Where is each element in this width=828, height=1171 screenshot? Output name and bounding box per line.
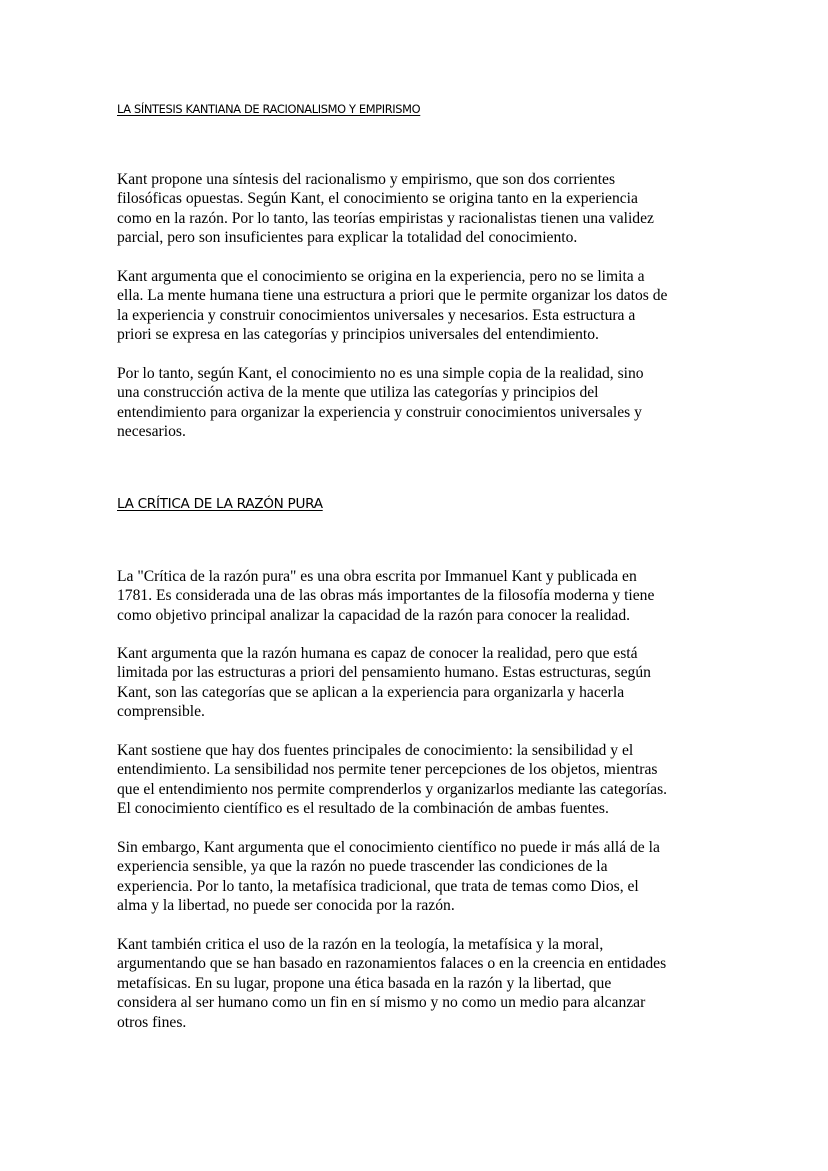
text-line: argumentando que se han basado en razonamientos falaces o en la creencia en entidades	[117, 955, 667, 973]
text-line: Kant argumenta que el conocimiento se origina en la experiencia, pero no se limita a	[117, 268, 645, 285]
text-line: ella. La mente humana tiene una estructura a priori que le permite organizar los datos de	[117, 287, 668, 305]
text-line: experiencia sensible, ya que la razón no puede trascender las condiciones de la	[117, 858, 608, 876]
text-line: Kant sostiene que hay dos fuentes principales de conocimiento: la sensibilidad y el	[117, 742, 634, 759]
paragraph	[117, 170, 654, 248]
text-line: Kant, son las categorías que se aplican a la experiencia para organizarla y hacerla	[117, 683, 625, 701]
paragraph	[117, 741, 667, 819]
text-line: que el entendimiento nos permite comprenderlos y organizarlos mediante las categorías.	[117, 780, 668, 798]
text-line: otros fines.	[117, 1013, 187, 1031]
text-line: entendimiento. La sensibilidad nos permite tener percepciones de los objetos, mientras	[117, 761, 658, 779]
paragraph	[117, 567, 654, 625]
section-heading: LA SÍNTESIS KANTIANA DE RACIONALISMO Y EMPIRISMO	[117, 102, 421, 116]
text-line: priori se expresa en las categorías y principios universales del entendimiento.	[117, 326, 599, 344]
section-heading: LA CRÍTICA DE LA RAZÓN PURA	[117, 496, 323, 512]
text-line: la experiencia y construir conocimientos universales y necesarios. Esta estructura a	[117, 306, 636, 324]
text-line: necesarios.	[117, 423, 186, 441]
text-line: 1781. Es considerada una de las obras más importantes de la filosofía moderna y tiene	[117, 587, 655, 605]
text-line: Sin embargo, Kant argumenta que el conocimiento científico no puede ir más allá de la	[117, 839, 660, 856]
text-line: como objetivo principal analizar la capacidad de la razón para conocer la realidad.	[117, 606, 631, 624]
paragraph	[117, 364, 644, 442]
text-line: Kant propone una síntesis del racionalismo y empirismo, que son dos corrientes	[117, 171, 616, 188]
paragraph	[117, 935, 666, 1032]
paragraph	[117, 644, 651, 722]
text-line: entendimiento para organizar la experiencia y construir conocimientos universales y	[117, 403, 642, 421]
text-line: La "Crítica de la razón pura" es una obra escrita por Immanuel Kant y publicada en	[117, 568, 637, 585]
text-line: una construcción activa de la mente que utiliza las categorías y principios del	[117, 384, 599, 402]
text-line: El conocimiento científico es el resultado de la combinación de ambas fuentes.	[117, 800, 609, 818]
text-line: filosóficas opuestas. Según Kant, el conocimiento se origina tanto en la experiencia	[117, 190, 638, 208]
text-line: comprensible.	[117, 703, 205, 721]
text-line: Kant también critica el uso de la razón en la teología, la metafísica y la moral,	[117, 936, 604, 953]
text-line: como en la razón. Por lo tanto, las teorías empiristas y racionalistas tienen una validez	[117, 209, 654, 227]
text-line: Por lo tanto, según Kant, el conocimiento no es una simple copia de la realidad, sino	[117, 365, 644, 382]
text-line: metafísicas. En su lugar, propone una ética basada en la razón y la libertad, que	[117, 974, 612, 992]
text-line: considera al ser humano como un fin en sí mismo y no como un medio para alcanzar	[117, 994, 646, 1012]
text-line: limitada por las estructuras a priori del pensamiento humano. Estas estructuras, según	[117, 664, 651, 682]
text-line: Kant argumenta que la razón humana es capaz de conocer la realidad, pero que está	[117, 645, 638, 662]
text-line: experiencia. Por lo tanto, la metafísica tradicional, que trata de temas como Dios, el	[117, 877, 639, 895]
text-line: parcial, pero son insuficientes para explicar la totalidad del conocimiento.	[117, 229, 578, 247]
paragraph	[117, 838, 660, 916]
text-line: alma y la libertad, no puede ser conocida por la razón.	[117, 897, 455, 915]
paragraph	[117, 267, 667, 345]
